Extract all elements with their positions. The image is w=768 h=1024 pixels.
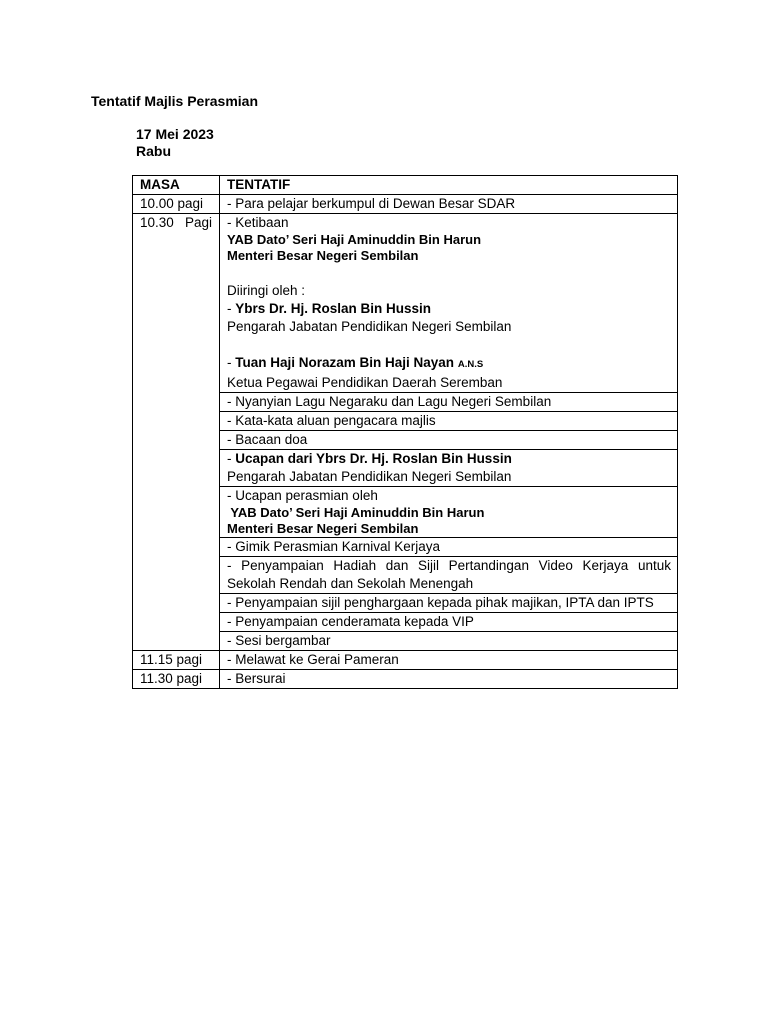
event-cell: - Bacaan doa: [220, 431, 678, 450]
schedule-table: [132, 175, 678, 689]
event-cell: - Melawat ke Gerai Pameran: [220, 651, 678, 670]
document-title: Tentatif Majlis Perasmian: [91, 93, 259, 109]
event-cell: - Sesi bergambar: [220, 632, 678, 651]
event-line: Diiringi oleh :: [227, 283, 306, 298]
table-row: [133, 651, 678, 670]
event-line: - Ucapan perasmian oleh: [227, 488, 378, 503]
bullet-dash: -: [227, 451, 236, 466]
time-cell: 10.00 pagi: [133, 195, 220, 214]
event-cell: - Bersurai: [220, 670, 678, 689]
table-row: [133, 195, 678, 214]
guest-name: Tuan Haji Norazam Bin Haji Nayan: [235, 355, 455, 370]
vip-title: Menteri Besar Negeri Sembilan: [227, 521, 419, 536]
vip-name: YAB Dato’ Seri Haji Aminuddin Bin Harun: [227, 505, 485, 520]
header-masa: MASA: [133, 176, 220, 195]
time-cell: 11.15 pagi: [133, 651, 220, 670]
time-cell: 10.30 Pagi: [133, 214, 220, 651]
event-line: - Ketibaan: [227, 215, 289, 230]
guest-name: Ybrs Dr. Hj. Roslan Bin Hussin: [235, 301, 432, 316]
table-row: [133, 670, 678, 689]
event-cell: - Penyampaian cenderamata kepada VIP: [220, 613, 678, 632]
bullet-dash: -: [227, 355, 236, 370]
bullet-dash: -: [227, 301, 236, 316]
time-cell: 11.30 pagi: [133, 670, 220, 689]
table-row: [133, 214, 678, 393]
event-day: Rabu: [136, 143, 171, 159]
event-line: [227, 300, 677, 318]
event-line: [227, 354, 677, 374]
event-cell: [220, 487, 678, 538]
vip-name: YAB Dato’ Seri Haji Aminuddin Bin Harun: [227, 232, 482, 247]
guest-title: Ketua Pegawai Pendidikan Daerah Seremban: [227, 375, 503, 390]
event-cell: - Penyampaian Hadiah dan Sijil Pertandingan Video Kerjaya untuk Sekolah Rendah dan Sekolah Menengah: [220, 557, 678, 594]
event-line: [227, 450, 677, 468]
event-cell: - Kata-kata aluan pengacara majlis: [220, 412, 678, 431]
event-date: 17 Mei 2023: [136, 126, 214, 142]
event-cell: [220, 214, 678, 393]
event-cell: [220, 450, 678, 487]
guest-title: Pengarah Jabatan Pendidikan Negeri Sembilan: [227, 469, 512, 484]
vip-title: Menteri Besar Negeri Sembilan: [227, 248, 419, 263]
event-cell: - Nyanyian Lagu Negaraku dan Lagu Negeri Sembilan: [220, 393, 678, 412]
guest-honorific: A.N.S: [457, 359, 484, 370]
event-cell: - Gimik Perasmian Karnival Kerjaya: [220, 538, 678, 557]
guest-title: Pengarah Jabatan Pendidikan Negeri Sembilan: [227, 319, 512, 334]
event-cell: - Para pelajar berkumpul di Dewan Besar SDAR: [220, 195, 678, 214]
table-header-row: [133, 176, 678, 195]
header-tentatif: TENTATIF: [220, 176, 678, 195]
speech-title: Ucapan dari Ybrs Dr. Hj. Roslan Bin Hussin: [235, 451, 512, 466]
event-date-block: [136, 126, 214, 160]
event-cell: - Penyampaian sijil penghargaan kepada pihak majikan, IPTA dan IPTS: [220, 594, 678, 613]
